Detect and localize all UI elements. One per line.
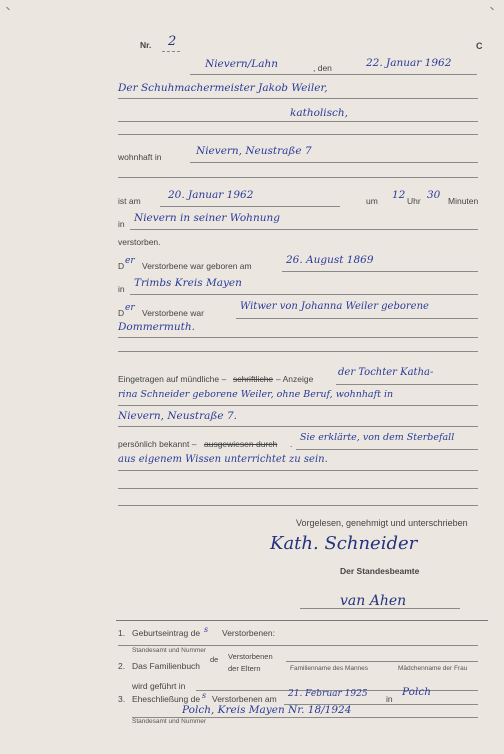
informant-name: Der Schuhmachermeister Jakob Weiler, [118, 82, 328, 94]
rule [118, 98, 478, 99]
um-label: um [366, 196, 378, 206]
item2-label: Das Familienbuch [132, 661, 201, 671]
spouse-label: Verstorbene war [142, 308, 204, 318]
verstorben-label: verstorben. [118, 237, 161, 247]
corner-mark [6, 7, 10, 11]
in-label: in [118, 219, 125, 229]
wird-gefuehrt-label: wird geführt in [132, 681, 186, 691]
rule [118, 134, 478, 135]
knowledge-line1: Sie erklärte, von dem Sterbefall [300, 432, 455, 443]
marriage-place: Polch [402, 686, 431, 698]
knowledge-line2: aus eigenem Wissen unterrichtet zu sein. [118, 454, 328, 465]
born-label: Verstorbene war geboren am [142, 261, 252, 271]
den-label: , den [313, 63, 332, 73]
rule [336, 384, 478, 385]
rule [190, 74, 477, 75]
period: . [290, 439, 293, 449]
anzeige-label: – Anzeige [276, 374, 314, 384]
residence-value: Nievern, Neustraße 7 [196, 145, 312, 157]
rule [118, 177, 478, 178]
rule [118, 645, 478, 646]
signature-line [300, 608, 460, 609]
uhr-label: Uhr [407, 196, 421, 206]
verstorbenen-label: Verstorbenen [228, 652, 273, 661]
rule [286, 661, 478, 662]
footer-divider [116, 620, 488, 621]
death-minutes: 30 [427, 189, 441, 201]
persoenlich-label: persönlich bekannt – [118, 439, 197, 449]
eingetragen-label: Eingetragen auf mündliche – [118, 374, 227, 384]
rule [160, 206, 340, 207]
item3-number: 3. [118, 694, 126, 704]
standesamt-nummer-label: Standesamt und Nummer [132, 647, 207, 654]
standesamt-nummer-label-2: Standesamt und Nummer [132, 718, 207, 725]
death-place: Nievern in seiner Wohnung [134, 212, 280, 224]
death-hour: 12 [392, 189, 406, 201]
minuten-label: Minuten [448, 196, 479, 206]
der-prefix: D [118, 261, 125, 271]
de-label: de [210, 655, 219, 664]
marriage-registry: Polch, Kreis Mayen Nr. 18/1924 [182, 704, 352, 716]
death-date: 20. Januar 1962 [168, 189, 254, 201]
maedchenname-frau-label: Mädchenname der Frau [398, 665, 468, 672]
died-on-label: ist am [118, 196, 141, 206]
informant-line3: Nievern, Neustraße 7. [118, 410, 237, 422]
vorgelesen-label: Vorgelesen, genehmigt und unterschrieben [296, 518, 468, 528]
spouse-line1: Witwer von Johanna Weiler geborene [240, 301, 429, 312]
registration-date: 22. Januar 1962 [366, 57, 452, 69]
official-signature: van Ahen [340, 593, 407, 609]
item1-rest: Verstorbenen: [222, 628, 275, 638]
item2-number: 2. [118, 661, 126, 671]
standesbeamte-label: Der Standesbeamte [340, 566, 420, 576]
informant-line1: der Tochter Katha- [338, 367, 434, 378]
rule [118, 488, 478, 489]
rule [118, 337, 478, 338]
rule [190, 162, 478, 163]
corner-mark [490, 7, 494, 11]
birth-place: Trimbs Kreis Mayen [134, 277, 242, 289]
rule [236, 318, 478, 319]
rule [296, 449, 478, 450]
spouse-der-suffix: er [125, 303, 135, 313]
informant-religion: katholisch, [290, 107, 349, 119]
rule [118, 405, 478, 406]
spouse-der-prefix: D [118, 308, 125, 318]
informant-line2: rina Schneider geborene Weiler, ohne Beruf, wohnhaft in [118, 389, 394, 400]
marriage-date: 21. Februar 1925 [288, 689, 368, 699]
spouse-line2: Dommermuth. [118, 321, 195, 333]
rule [118, 505, 478, 506]
entry-number: 2 [168, 34, 177, 49]
item3-in-label: in [386, 694, 393, 704]
corner-letter: C [476, 41, 483, 51]
rule [118, 351, 478, 352]
rule [118, 470, 478, 471]
item1-suffix: s [204, 625, 209, 634]
residence-label: wohnhaft in [118, 152, 162, 162]
nr-underline [162, 51, 180, 52]
rule [118, 426, 478, 427]
rule [130, 229, 478, 230]
birth-in-label: in [118, 284, 125, 294]
familienname-mann-label: Familienname des Mannes [290, 665, 369, 672]
ausgewiesen-struck: ausgewiesen durch [204, 439, 278, 449]
eltern-label: der Eltern [228, 664, 261, 673]
item3-suffix: s [202, 691, 207, 700]
item1-label: Geburtseintrag de [132, 628, 201, 638]
nr-label: Nr. [140, 40, 152, 50]
item3-label: Eheschließung de [132, 694, 201, 704]
item3-rest: Verstorbenen am [212, 694, 277, 704]
der-suffix: er [125, 256, 135, 266]
birth-date: 26. August 1869 [286, 254, 374, 266]
rule [130, 294, 478, 295]
schriftliche-struck: schriftliche [233, 374, 274, 384]
informant-signature: Kath. Schneider [270, 533, 418, 554]
registry-place: Nievern/Lahn [205, 58, 278, 70]
rule [118, 121, 478, 122]
rule [282, 271, 478, 272]
item1-number: 1. [118, 628, 126, 638]
